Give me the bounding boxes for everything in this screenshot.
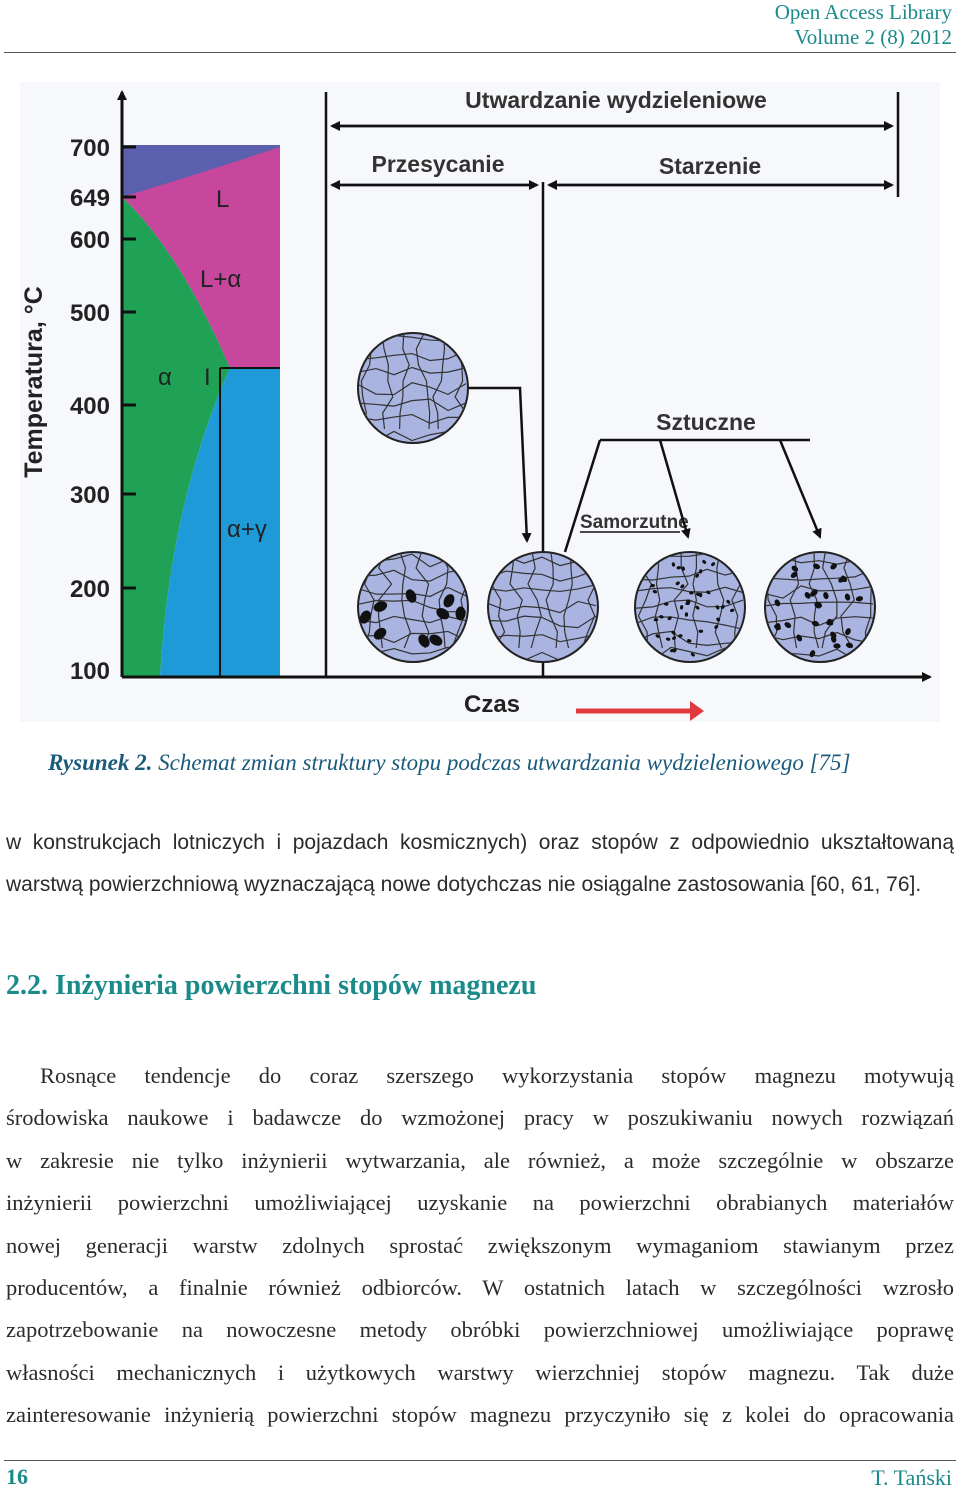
paragraph1-line2: warstwą powierzchniową wyznaczającą nowe dotychczas nie osiągalne zastosowania [60, 61, 76]. <box>6 873 922 896</box>
label-overall: Utwardzanie wydzieleniowe <box>465 87 767 113</box>
y-tick-100: 100 <box>69 658 110 685</box>
label-one: I <box>204 364 211 391</box>
micrograph-initial <box>358 552 468 662</box>
label-liquid: L <box>216 186 230 213</box>
label-alpha-gamma: α+γ <box>227 516 267 543</box>
paragraph2-line: inżynierii powierzchni umożliwiającej uzyskanie na powierzchni obrabianych materiałów <box>6 1190 954 1216</box>
footer-rule <box>4 1460 956 1461</box>
paragraph2-line: zainteresowanie inżynierią powierzchni stopów magnezu przyczyniło się z kolei do opracowania <box>6 1402 954 1428</box>
micrograph-quenched <box>488 552 598 662</box>
label-natural: Samorzutne <box>580 512 689 533</box>
figure-caption <box>48 750 850 776</box>
paragraph2-line: producentów, a finalnie również odbiorców. W ostatnich latach w szczególności wzrosło <box>6 1275 954 1301</box>
label-liquid-alpha: L+α <box>200 266 242 293</box>
header-volume: Volume 2 (8) 2012 <box>794 25 952 49</box>
footer-author: T. Tański <box>871 1465 952 1490</box>
y-tick-500: 500 <box>69 300 110 327</box>
paragraph-continuation <box>6 822 954 906</box>
header-rule <box>4 52 956 53</box>
paragraph1-line1: w konstrukcjach lotniczych i pojazdach kosmicznych) oraz stopów z odpowiednio ukształtowaną <box>6 831 954 854</box>
label-alpha: α <box>158 364 172 391</box>
y-tick-200: 200 <box>69 576 110 603</box>
header-library: Open Access Library <box>774 0 952 24</box>
paragraph2-line: Rosnące tendencje do coraz szerszego wykorzystania stopów magnezu motywują <box>40 1063 954 1088</box>
page-number: 16 <box>6 1464 28 1489</box>
running-header <box>775 0 952 50</box>
phase-regions <box>122 145 280 677</box>
caption-text: Schemat zmian struktury stopu podczas utwardzania wydzieleniowego [75] <box>152 750 851 775</box>
y-tick-600: 600 <box>69 227 110 254</box>
label-aging: Starzenie <box>658 153 762 179</box>
y-tick-700: 700 <box>69 135 110 162</box>
paragraph-body <box>6 1055 954 1437</box>
label-artificial: Sztuczne <box>656 409 756 435</box>
micrograph-solution <box>358 333 468 443</box>
section-title: 2.2. Inżynieria powierzchni stopów magnezu <box>6 970 537 1001</box>
paragraph2-line: środowiska naukowe i badawcze do wzmożonej pracy w poszukiwaniu nowych rozwiązań <box>6 1105 954 1131</box>
x-axis-label: Czas <box>463 691 521 718</box>
y-tick-400: 400 <box>69 393 110 420</box>
phase-diagram-figure <box>20 82 940 722</box>
y-tick-300: 300 <box>69 482 110 509</box>
y-axis-label: Temperatura, °C <box>20 286 48 478</box>
y-tick-649: 649 <box>69 185 110 212</box>
label-solution: Przesycanie <box>371 151 505 177</box>
paragraph2-line: nowej generacji warstw zdolnych sprostać zwiększonym wymaganiom stawianym przez <box>6 1232 954 1258</box>
micrograph-artificial-aged <box>765 552 875 662</box>
paragraph2-line: własności mechanicznych i użytkowych warstwy wierzchniej stopów magnezu. Tak duże <box>6 1359 954 1385</box>
caption-label: Rysunek 2. <box>48 750 153 775</box>
paragraph2-line: zapotrzebowanie na nowoczesne metody obróbki powierzchniowej umożliwiające poprawę <box>6 1317 954 1343</box>
micrograph-natural-aged <box>635 552 745 662</box>
paragraph2-line: w zakresie nie tylko inżynierii wytwarzania, ale również, a może szczególnie w obszarze <box>6 1147 954 1173</box>
